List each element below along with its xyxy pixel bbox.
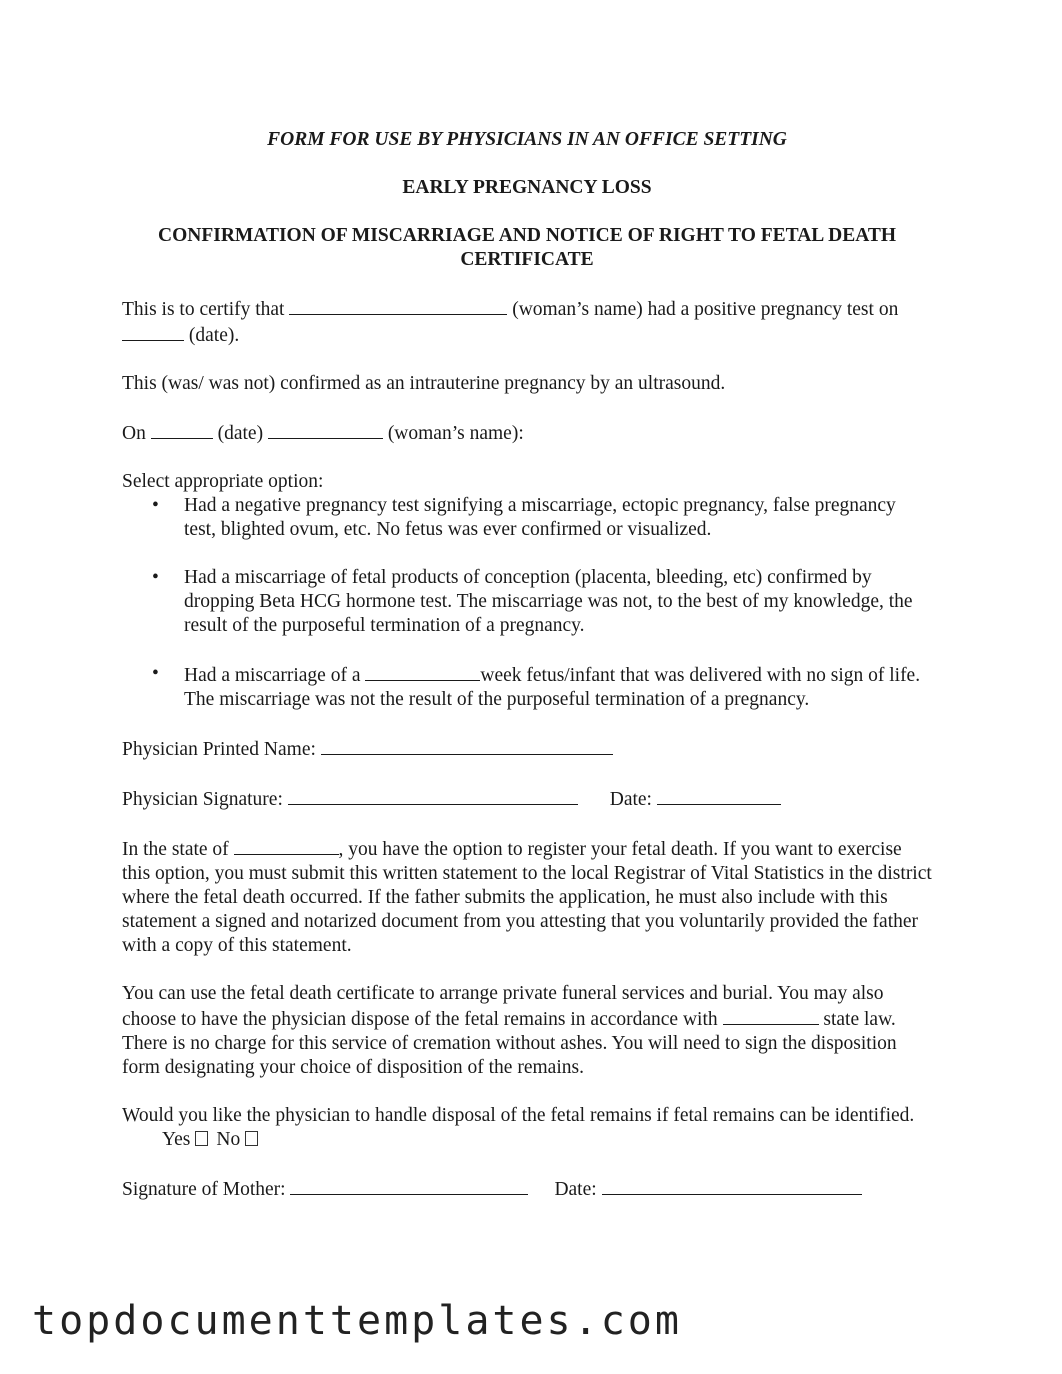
- physician-printed-name-label: Physician Printed Name:: [122, 739, 321, 760]
- on-text-3: (woman’s name):: [382, 423, 524, 444]
- yes-label: Yes: [162, 1129, 191, 1150]
- physician-date-label: Date:: [609, 789, 657, 810]
- pregnancy-test-date-field[interactable]: [122, 322, 184, 341]
- bullet-icon: •: [152, 663, 159, 684]
- certificate-use-text-1: You can use the fetal death certificate to arrange private funeral services and burial. You may also choose to have the physician dispose of the fetal remains in accordance with: [122, 983, 884, 1030]
- options-list: [122, 494, 932, 712]
- on-text-1: On: [122, 423, 151, 444]
- certify-text-2: (woman’s name) had a positive pregnancy test on: [507, 299, 899, 320]
- form-subtitle: CONFIRMATION OF MISCARRIAGE AND NOTICE OF RIGHT TO FETAL DEATH CERTIFICATE: [157, 225, 897, 270]
- mother-signature-line: [122, 1176, 932, 1202]
- state-law-field[interactable]: [723, 1006, 819, 1025]
- ultrasound-statement: This (was/ was not) confirmed as an intrauterine pregnancy by an ultrasound.: [122, 373, 726, 394]
- form-title: EARLY PREGNANCY LOSS: [402, 177, 652, 198]
- mother-signature-field[interactable]: [290, 1176, 528, 1195]
- option-1-text: Had a negative pregnancy test signifying a miscarriage, ectopic pregnancy, false pregnancy test, blighted ovum, etc. No fetus was ever confirmed or visualized.: [184, 495, 896, 540]
- physician-date-field[interactable]: [657, 786, 781, 805]
- option-negative-test[interactable]: [122, 494, 932, 542]
- certify-text-3: (date).: [184, 325, 240, 346]
- certify-paragraph: [122, 296, 932, 348]
- physician-printed-name-line: [122, 736, 932, 762]
- option-3-text-b: week fetus/infant that was delivered with no sign of life. The miscarriage was not the result of the purposeful termination of a pregnancy.: [184, 665, 921, 710]
- option-3-text-a: Had a miscarriage of a: [184, 665, 366, 686]
- certificate-use-text-2: state law. There is no charge for this service of cremation without ashes. You will need to sign the disposition form designating your choice of disposition of the remains.: [122, 1009, 897, 1078]
- state-notice-paragraph: [122, 836, 932, 958]
- mother-date-label: Date:: [554, 1179, 602, 1200]
- physician-signature-label: Physician Signature:: [122, 789, 288, 810]
- state-notice-text-1: In the state of: [122, 839, 234, 860]
- yes-checkbox[interactable]: [195, 1131, 208, 1146]
- on-date-line: [122, 420, 932, 446]
- option-fetus-delivered[interactable]: [122, 662, 932, 712]
- bullet-icon: •: [152, 567, 159, 588]
- certify-text-1: This is to certify that: [122, 299, 290, 320]
- no-label: No: [216, 1129, 241, 1150]
- mother-signature-label: Signature of Mother:: [122, 1179, 291, 1200]
- fetus-weeks-field[interactable]: [365, 662, 480, 681]
- certificate-use-paragraph: [122, 982, 932, 1080]
- woman-name-field[interactable]: [289, 296, 507, 315]
- event-date-field[interactable]: [151, 420, 213, 439]
- site-watermark: topdocumenttemplates.com: [32, 1298, 682, 1344]
- disposal-question-text: Would you like the physician to handle disposal of the fetal remains if fetal remains can be identified.: [122, 1105, 915, 1126]
- physician-signature-line: [122, 786, 932, 812]
- no-checkbox[interactable]: [245, 1131, 258, 1146]
- mother-date-field[interactable]: [602, 1176, 862, 1195]
- disposal-question-paragraph: [122, 1104, 932, 1152]
- on-text-2: (date): [212, 423, 268, 444]
- state-notice-text-2: , you have the option to register your fetal death. If you want to exercise this option, you must submit this written statement to the local Registrar of Vital Statistics in the district where the fetal death occurred. If the father submits the application, he must also include with this statement a signed and notarized document from you attesting that you voluntarily provided the father with a copy of this statement.: [122, 839, 932, 956]
- options-label: Select appropriate option:: [122, 471, 324, 492]
- bullet-icon: •: [152, 495, 159, 516]
- form-page: [122, 128, 932, 1226]
- event-woman-name-field[interactable]: [268, 420, 383, 439]
- physician-printed-name-field[interactable]: [321, 736, 613, 755]
- state-name-field[interactable]: [234, 836, 339, 855]
- option-products-of-conception[interactable]: [122, 566, 932, 638]
- office-setting-heading: FORM FOR USE BY PHYSICIANS IN AN OFFICE SETTING: [267, 129, 787, 150]
- physician-signature-field[interactable]: [288, 786, 578, 805]
- option-2-text: Had a miscarriage of fetal products of conception (placenta, bleeding, etc) confirmed by dropping Beta HCG hormone test. The miscarriage was not, to the best of my knowledge, the result of the purposeful termination of a pregnancy.: [184, 567, 913, 636]
